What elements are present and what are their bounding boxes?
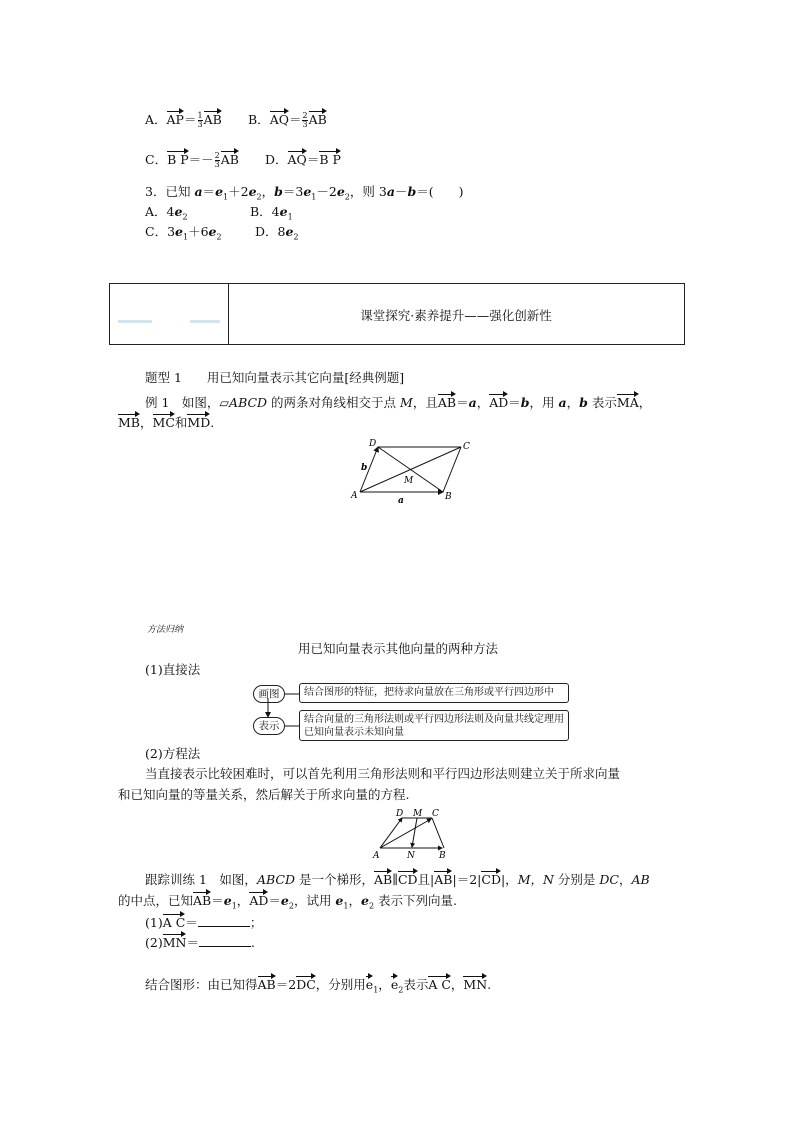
text-fragment: 2 [182, 212, 188, 222]
text-fragment: ，分别用 [315, 977, 366, 992]
text-fragment: 1 [343, 901, 349, 911]
text-fragment: M [400, 395, 413, 410]
text-fragment: . [250, 935, 255, 950]
text-fragment: e [215, 184, 224, 199]
text-fragment: 的中点，已知 [118, 893, 194, 908]
text-fragment: ， [618, 872, 632, 887]
text-fragment: ＝ [186, 935, 199, 950]
text-fragment: ，用 [529, 395, 559, 410]
vector-ap: AP [166, 112, 184, 127]
text-fragment: 分别是 [553, 872, 600, 887]
text-fragment: |＝2| [452, 872, 482, 887]
text-fragment: e [285, 224, 294, 239]
text-fragment: e [360, 893, 369, 908]
method-2-text-line-2: 和已知向量的等量关系，然后解关于所求向量的方程. [118, 787, 410, 802]
text-fragment: AB [631, 872, 650, 887]
answer-blank[interactable] [198, 914, 250, 927]
text-fragment: MN [162, 935, 187, 950]
step-draw-tag: 画图 [253, 685, 285, 703]
text-fragment: A． [145, 112, 167, 127]
side-cb [432, 818, 444, 848]
text-fragment: ＝ [456, 395, 469, 410]
text-fragment: ， [261, 184, 275, 199]
text-fragment: ＝3 [282, 184, 304, 199]
vector-aq: AQ [287, 152, 307, 167]
text-fragment: b [520, 395, 530, 410]
step-draw-text: 结合图形的特征，把待求向量放在三角形或平行四边形中 [299, 683, 569, 703]
text-fragment: (1) [145, 915, 163, 930]
section-banner [109, 283, 685, 345]
text-fragment: ＋2 [228, 184, 249, 199]
text-fragment: DC [599, 872, 619, 887]
text-fragment: 表示 [403, 977, 429, 992]
fraction [198, 112, 203, 129]
decoration-bar [190, 320, 220, 323]
text-fragment: ＝( ) [416, 184, 464, 199]
text-fragment: e [390, 977, 399, 992]
text-fragment: ＝2 [275, 977, 297, 992]
label-n: N [407, 851, 415, 861]
text-fragment: B． [248, 112, 270, 127]
text-fragment: 1 [223, 192, 229, 202]
text-fragment: . [487, 977, 492, 992]
q2-option-d [265, 150, 341, 168]
label-b: B [439, 851, 446, 861]
text-fragment: |， [500, 872, 518, 887]
text-fragment: D． [265, 152, 288, 167]
fraction [215, 152, 220, 169]
text-fragment: 3 [197, 120, 203, 129]
text-fragment: 2 [344, 192, 350, 202]
text-fragment: C． [145, 152, 168, 167]
side-ad [380, 818, 402, 848]
text-fragment: 1 [182, 232, 189, 242]
practice-1-line-1 [145, 870, 650, 888]
text-fragment: AD [489, 395, 509, 410]
vector-bp: B P [167, 152, 189, 167]
text-fragment: ＝－ [188, 152, 214, 167]
text-fragment: MB [118, 415, 140, 430]
vector-aq: AQ [269, 112, 289, 127]
label-vector-a: a [398, 496, 404, 506]
text-fragment: ＝ [183, 112, 197, 127]
text-fragment: e [208, 224, 217, 239]
method-2-label: (2)方程法 [145, 746, 201, 761]
text-fragment: ， [348, 893, 361, 908]
question-3 [145, 184, 463, 206]
text-fragment: CD [397, 872, 418, 887]
text-fragment: a [194, 184, 203, 199]
text-fragment: ，且 [412, 395, 438, 410]
text-fragment: 2 [368, 901, 375, 911]
text-fragment: 2 [214, 151, 220, 160]
text-fragment: ， [140, 415, 153, 430]
text-fragment: 1 [231, 901, 237, 911]
text-fragment: MD [187, 415, 211, 430]
text-fragment: ， [476, 395, 490, 410]
text-fragment: AB [257, 977, 276, 992]
text-fragment: A C [428, 977, 451, 992]
text-fragment: AB [434, 872, 453, 887]
example-1-line-1 [145, 393, 651, 411]
text-fragment: 1 [373, 985, 379, 995]
diagonal-ac [380, 819, 431, 848]
text-fragment: ， [378, 977, 391, 992]
text-fragment: ； [249, 915, 263, 930]
text-fragment: 1 [311, 192, 317, 202]
hint-line [145, 975, 491, 999]
text-fragment: ＝ [185, 915, 198, 930]
fraction [302, 112, 307, 129]
text-fragment: 是一个梯形， [294, 872, 374, 887]
text-fragment: ∥ [392, 872, 398, 887]
answer-blank[interactable] [199, 934, 251, 947]
text-fragment: e [365, 977, 374, 992]
text-fragment: b [407, 184, 417, 199]
text-fragment: C．3 [145, 224, 176, 239]
text-fragment: a [468, 395, 477, 410]
text-fragment: A C [162, 915, 186, 930]
text-fragment: ＋6 [188, 224, 209, 239]
practice-1-line-2 [118, 891, 457, 915]
text-fragment: e [248, 184, 257, 199]
text-fragment: AB [373, 872, 393, 887]
method-summary-tag: 方法归纳 [147, 625, 184, 635]
text-fragment: (2) [145, 935, 163, 950]
text-fragment: 3 [302, 120, 308, 129]
text-fragment: 1 [197, 111, 203, 120]
text-fragment: AD [249, 893, 269, 908]
text-fragment: D．8 [255, 224, 286, 239]
text-fragment: ＝ [306, 152, 320, 167]
text-fragment: e [175, 224, 183, 239]
text-fragment: ， [450, 977, 464, 992]
q2-option-a [145, 110, 222, 129]
text-fragment: e [223, 893, 232, 908]
text-fragment: b [274, 184, 283, 199]
text-fragment: MN [463, 977, 488, 992]
text-fragment: ＝ [211, 893, 224, 908]
text-fragment: 2 [302, 111, 308, 120]
text-fragment: e [335, 893, 344, 908]
q3-option-a [145, 204, 188, 226]
text-fragment: ， [566, 395, 580, 410]
example-1-line-2 [118, 413, 214, 431]
label-a: A [373, 851, 380, 861]
text-fragment: 表示下列向量. [374, 893, 457, 908]
vector-bp: B P [319, 152, 341, 167]
text-fragment: M，N [517, 872, 554, 887]
text-fragment: 2 [256, 192, 262, 202]
text-fragment: a [386, 184, 395, 199]
vector-ab: AB [220, 152, 239, 167]
text-fragment: －2 [316, 184, 337, 199]
text-fragment: e [303, 184, 312, 199]
text-fragment: a [558, 395, 567, 410]
segment-mn [412, 818, 417, 847]
step-represent-tag: 表示 [253, 717, 285, 735]
text-fragment: 例 1 如图，▱ [145, 395, 230, 410]
label-b: B [445, 492, 452, 502]
q2-option-c [145, 150, 239, 169]
label-d: D [396, 809, 404, 819]
type-heading: 题型 1 用已知向量表示其它向量[经典例题] [145, 370, 405, 385]
method-2-text-line-1: 当直接表示比较困难时，可以首先利用三角形法则和平行四边形法则建立关于所求向量 [145, 766, 621, 781]
text-fragment: ， [638, 395, 652, 410]
text-fragment: b [579, 395, 588, 410]
text-fragment: ABCD [256, 872, 295, 887]
text-fragment: ，则 3 [349, 184, 387, 199]
banner-decoration-cell [110, 284, 229, 344]
text-fragment: ， [236, 893, 250, 908]
text-fragment: e [279, 204, 288, 219]
step-represent-text: 结合向量的三角形法则或平行四边形法则及向量共线定理用已知向量表示未知向量 [299, 710, 569, 741]
text-fragment: ＝ [508, 395, 521, 410]
text-fragment: ，试用 [293, 893, 336, 908]
label-d: D [369, 439, 377, 449]
q3-option-b [250, 204, 293, 226]
text-fragment: ＝ [288, 112, 302, 127]
text-fragment: MA [616, 395, 639, 410]
vector-ab: AB [203, 112, 222, 127]
vector-ab: AB [308, 112, 327, 127]
practice-1-question-2 [145, 933, 255, 951]
text-fragment: B．4 [250, 204, 280, 219]
text-fragment: 跟踪训练 1 如图， [145, 872, 257, 887]
text-fragment: ABCD [229, 395, 268, 410]
parallelogram-figure [345, 432, 480, 512]
method-1-label: (1)直接法 [145, 662, 201, 677]
text-fragment: e [336, 184, 345, 199]
text-fragment: 表示 [587, 395, 617, 410]
text-fragment: 2 [293, 232, 299, 242]
trapezoid-figure [370, 806, 455, 861]
label-c: C [463, 442, 470, 452]
text-fragment: e [280, 893, 289, 908]
text-fragment: . [210, 415, 215, 430]
text-fragment: 3 [214, 160, 220, 169]
text-fragment: 3．已知 [145, 184, 195, 199]
text-fragment: 1 [287, 212, 293, 222]
label-m: M [404, 476, 414, 486]
text-fragment: ＝ [268, 893, 281, 908]
text-fragment: e [174, 204, 183, 219]
decoration-bar [118, 320, 152, 323]
text-fragment: CD [481, 872, 501, 887]
label-a: A [351, 491, 358, 501]
q3-option-c [145, 224, 222, 246]
banner-title: 课堂探究·素养提升——强化创新性 [360, 308, 552, 323]
text-fragment: ＝ [202, 184, 216, 199]
text-fragment: 结合图形：由已知得 [145, 977, 258, 992]
text-fragment: DC [296, 977, 316, 992]
text-fragment: 2 [288, 901, 294, 911]
method-title: 用已知向量表示其他向量的两种方法 [298, 641, 499, 656]
label-vector-b: b [361, 463, 368, 473]
text-fragment: A．4 [145, 204, 175, 219]
text-fragment: 和 [174, 415, 188, 430]
text-fragment: － [394, 184, 408, 199]
text-fragment: 的两条对角线相交于点 [267, 395, 401, 410]
text-fragment: 2 [398, 985, 404, 995]
label-m: M [413, 809, 423, 819]
practice-1-question-1 [145, 913, 262, 931]
text-fragment: MC [152, 415, 175, 430]
text-fragment: AB [437, 395, 457, 410]
q2-option-b [248, 110, 327, 129]
q3-option-d [255, 224, 299, 246]
text-fragment: AB [193, 893, 212, 908]
label-c: C [432, 809, 439, 819]
text-fragment: 且| [417, 872, 435, 887]
text-fragment: 2 [216, 232, 222, 242]
